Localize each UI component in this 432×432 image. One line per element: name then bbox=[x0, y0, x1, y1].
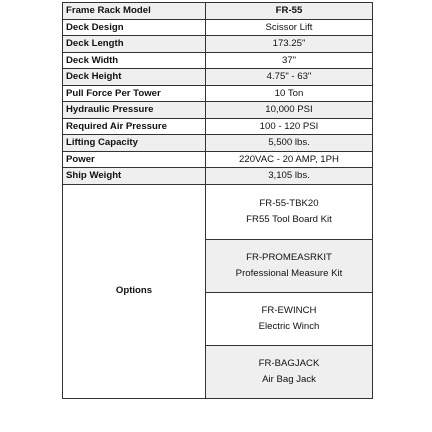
table-row bbox=[63, 52, 373, 69]
spec-value: 220VAC - 20 AMP, 1PH bbox=[206, 151, 373, 168]
spec-value: 100 - 120 PSI bbox=[206, 118, 373, 135]
option-item bbox=[206, 184, 373, 239]
options-row bbox=[63, 184, 373, 239]
table-row bbox=[63, 168, 373, 185]
table-row bbox=[63, 85, 373, 102]
table-row bbox=[63, 118, 373, 135]
option-item bbox=[206, 292, 373, 345]
model-label: Frame Rack Model bbox=[63, 3, 206, 20]
spec-label: Pull Force Per Tower bbox=[63, 85, 206, 102]
option-name: Air Bag Jack bbox=[262, 373, 316, 385]
table-row bbox=[63, 135, 373, 152]
spec-label: Ship Weight bbox=[63, 168, 206, 185]
option-name: FR55 Tool Board Kit bbox=[246, 213, 332, 225]
table-row bbox=[63, 19, 373, 36]
model-value: FR-55 bbox=[206, 3, 373, 20]
option-name: Professional Measure Kit bbox=[235, 267, 343, 279]
spec-value: 173.25" bbox=[206, 36, 373, 53]
option-code: FR-55-TBK20 bbox=[259, 197, 319, 209]
table-row bbox=[63, 69, 373, 86]
spec-value: 3,105 lbs. bbox=[206, 168, 373, 185]
option-name: Electric Winch bbox=[258, 320, 320, 332]
option-item bbox=[206, 239, 373, 292]
option-code: FR-EWINCH bbox=[261, 304, 317, 316]
table-row bbox=[63, 102, 373, 119]
option-code: FR-PROMEASRKIT bbox=[246, 251, 332, 263]
spec-value: 37" bbox=[206, 52, 373, 69]
spec-value: 4.75" - 63" bbox=[206, 69, 373, 86]
spec-value: 10,000 PSI bbox=[206, 102, 373, 119]
spec-value: Scissor Lift bbox=[206, 19, 373, 36]
table-header-row bbox=[63, 3, 373, 20]
spec-label: Hydraulic Pressure bbox=[63, 102, 206, 119]
spec-label: Lifting Capacity bbox=[63, 135, 206, 152]
options-label: Options bbox=[63, 184, 206, 398]
option-item bbox=[206, 345, 373, 398]
spec-value: 10 Ton bbox=[206, 85, 373, 102]
table-row bbox=[63, 36, 373, 53]
specifications-table bbox=[62, 2, 373, 399]
spec-label: Deck Design bbox=[63, 19, 206, 36]
spec-value: 5,500 lbs. bbox=[206, 135, 373, 152]
spec-label: Power bbox=[63, 151, 206, 168]
spec-label: Deck Length bbox=[63, 36, 206, 53]
spec-label: Deck Width bbox=[63, 52, 206, 69]
option-code: FR-BAGJACK bbox=[258, 357, 320, 369]
spec-label: Required Air Pressure bbox=[63, 118, 206, 135]
table-row bbox=[63, 151, 373, 168]
spec-label: Deck Height bbox=[63, 69, 206, 86]
